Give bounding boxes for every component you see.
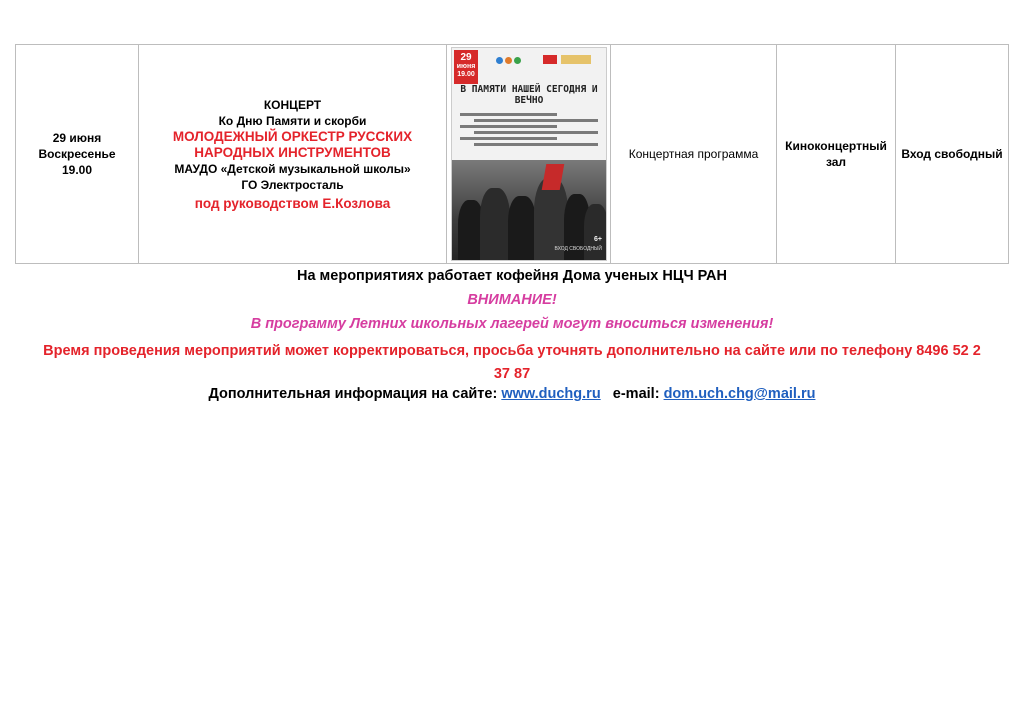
attention-note: ВНИМАНИЕ! [467,292,557,308]
event-performer: МОЛОДЕЖНЫЙ ОРКЕСТР РУССКИХ НАРОДНЫХ ИНСТРУМЕНТОВ [172,128,413,160]
event-poster-cell [447,45,611,264]
more-info-label: Дополнительная информация на сайте: [208,386,498,402]
event-city: ГО Электросталь [241,177,344,192]
event-school: МАУДО «Детской музыкальной школы» [174,161,411,176]
poster-age-rating: 6+ [594,236,602,243]
event-weekday: Воскресенье [38,147,116,161]
poster-logos [484,52,602,66]
event-entry-cell: Вход свободный [896,45,1009,264]
poster-footer: ВХОД СВОБОДНЫЙ [554,246,602,252]
event-director: под руководством Е.Козлова [194,195,391,211]
table-row [16,45,1009,264]
event-datetime-cell [16,45,139,264]
event-venue-cell: Киноконцертный зал [777,45,896,264]
poster-text-lines [460,110,598,149]
site-link[interactable]: www.duchg.ru [501,386,601,402]
poster-date-badge: 29 июня 19.00 [454,50,478,84]
schedule-note: Время проведения мероприятий может корректироваться, просьба уточнять дополнительно на сайте или по телефону 8496 52 2 37 87 [43,343,981,382]
event-poster-image [451,47,607,261]
event-type-cell: Концертная программа [611,45,777,264]
event-date: 29 июня [52,131,102,145]
event-description-cell [139,45,447,264]
cafe-note: На мероприятиях работает кофейня Дома ученых НЦЧ РАН [296,268,727,284]
email-link[interactable]: dom.uch.chg@mail.ru [663,386,816,402]
email-label: e-mail: [612,386,660,402]
event-title: КОНЦЕРТ [263,97,322,112]
poster-title: В ПАМЯТИ НАШЕЙ СЕГОДНЯ И ВЕЧНО [460,84,598,106]
event-time: 19.00 [61,163,93,177]
event-occasion: Ко Дню Памяти и скорби [218,113,367,128]
events-table [15,44,1009,264]
camps-note: В программу Летних школьных лагерей могут вноситься изменения! [250,316,774,332]
more-info-line [0,386,1024,402]
